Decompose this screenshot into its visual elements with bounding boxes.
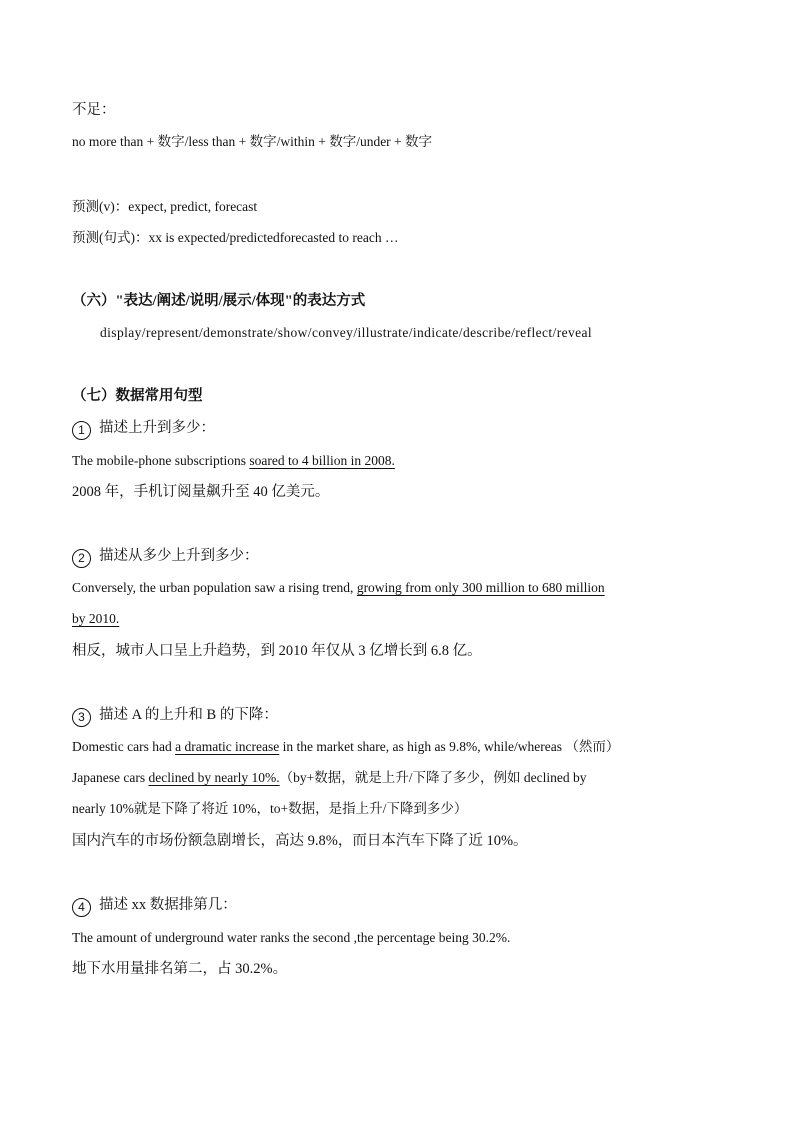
pattern-4-example: The amount of underground water ranks the second ,the percentage being 30.2%. — [72, 930, 511, 945]
pattern-4-title-text: 描述 xx 数据排第几： — [99, 897, 237, 913]
pattern-4-translation: 地下水用量排名第二，占 30.2%。 — [72, 961, 288, 977]
pattern-1-example-text: The mobile-phone subscriptions — [72, 453, 250, 468]
pattern-1-example-underlined: soared to 4 billion in 2008. — [249, 453, 395, 468]
pattern-3-translation: 国内汽车的市场份额急剧增长，高达 9.8%，而日本汽车下降了近 10%。 — [72, 833, 528, 849]
section-six-heading: （六）"表达/阐述/说明/展示/体现"的表达方式 — [72, 293, 366, 309]
pattern-4-title — [72, 895, 237, 917]
pattern-3-title — [72, 705, 278, 727]
predict-sentence-pattern: 预测(句式)：xx is expected/predictedforecasted to reach … — [72, 230, 399, 245]
pattern-1-example — [72, 451, 395, 471]
pattern-3-line2-underlined: declined by nearly 10%. — [148, 770, 280, 785]
pattern-2-example-line1 — [72, 578, 605, 598]
pattern-2-example-underlined-cont: by 2010. — [72, 611, 120, 626]
pattern-3-example-line2 — [72, 768, 587, 788]
insufficient-label: 不足： — [72, 102, 116, 118]
expression-word-list: display/represent/demonstrate/show/convey/illustrate/indicate/describe/reflect/reveal — [100, 325, 593, 340]
pattern-3-line2-a: Japanese cars — [72, 770, 149, 785]
circled-number-3: 3 — [72, 708, 91, 727]
circled-number-2: 2 — [72, 549, 91, 568]
circled-number-4: 4 — [72, 898, 91, 917]
pattern-1-translation: 2008 年，手机订阅量飙升至 40 亿美元。 — [72, 484, 330, 500]
pattern-2-example-underlined: growing from only 300 million to 680 million — [356, 580, 605, 595]
pattern-1-title — [72, 418, 215, 440]
circled-number-1: 1 — [72, 421, 91, 440]
insufficient-expression: no more than + 数字/less than + 数字/within + 数字/under + 数字 — [72, 134, 433, 149]
pattern-3-example-line3: nearly 10%就是下降了将近 10%，to+数据，是指上升/下降到多少） — [72, 801, 468, 816]
pattern-3-line1-a: Domestic cars had — [72, 739, 176, 754]
pattern-2-translation: 相反，城市人口呈上升趋势，到 2010 年仅从 3 亿增长到 6.8 亿。 — [72, 643, 482, 659]
pattern-3-title-text: 描述 A 的上升和 B 的下降： — [99, 707, 278, 723]
pattern-1-title-text: 描述上升到多少： — [99, 420, 215, 436]
pattern-3-line1-b: in the market share, as high as 9.8%, while/whereas （然而） — [279, 739, 620, 754]
pattern-3-line1-underlined: a dramatic increase — [175, 739, 280, 754]
pattern-2-title-text: 描述从多少上升到多少： — [99, 548, 259, 564]
section-seven-heading: （七）数据常用句型 — [72, 388, 203, 404]
pattern-2-example-text: Conversely, the urban population saw a rising trend, — [72, 580, 357, 595]
pattern-2-title — [72, 546, 259, 568]
pattern-3-example-line1 — [72, 737, 619, 757]
pattern-2-example-line2 — [72, 609, 119, 629]
predict-verbs: 预测(v)：expect, predict, forecast — [72, 199, 258, 214]
pattern-3-line2-b: （by+数据，就是上升/下降了多少，例如 declined by — [279, 770, 587, 785]
